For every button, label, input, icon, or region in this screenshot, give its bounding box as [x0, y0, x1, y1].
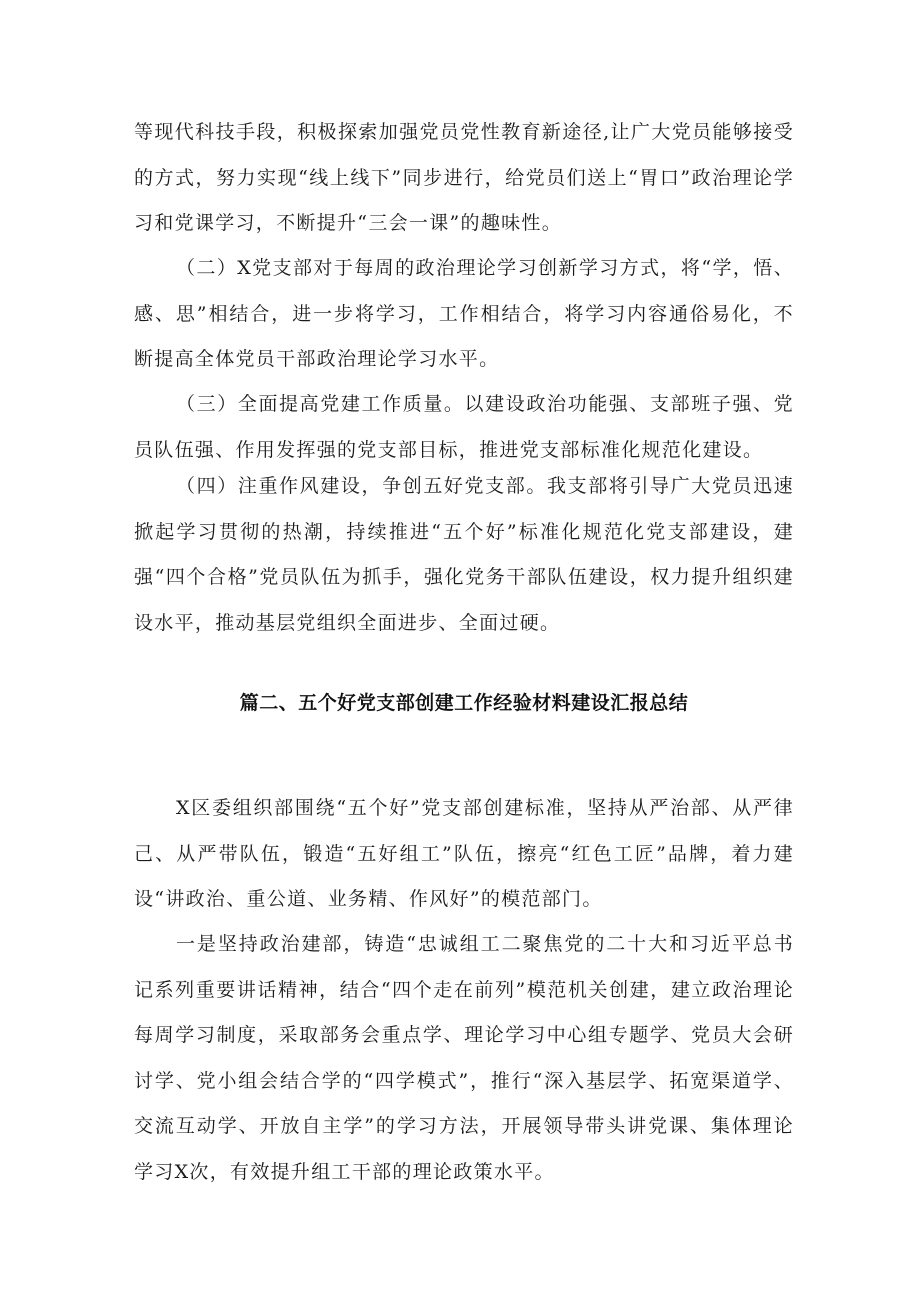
paragraph-item-4: （四）注重作风建设，争创五好党支部。我支部将引导广大党员迅速掀起学习贯彻的热潮，持续推进“五个好”标准化规范化党支部建设，建强“四个合格”党员队伍为抓手，强化党务干部队伍建设，权力提升组织建设水平，推动基层党组织全面进步、全面过硬。 [134, 475, 794, 634]
section-heading: 篇二、五个好党支部创建工作经验材料建设汇报总结 [239, 692, 689, 714]
paragraph-item-2: （二）X党支部对于每周的政治理论学习创新学习方式，将“学，悟、感、思”相结合，进一步将学习，工作相结合，将学习内容通俗易化，不断提高全体党员干部政治理论学习水平。 [134, 257, 794, 370]
paragraph-intro: X区委组织部围绕“五个好”党支部创建标准，坚持从严治部、从严律己、从严带队伍，锻造“五好组工”队伍，擦亮“红色工匠”品牌，着力建设“讲政治、重公道、业务精、作风好”的模范部门。 [134, 797, 794, 910]
paragraph-continuation: 等现代科技手段，积极探索加强党员党性教育新途径,让广大党员能够接受的方式，努力实现“线上线下”同步进行，给党员们送上“胃口”政治理论学习和党课学习，不断提升“三会一课”的趣味性。 [134, 121, 794, 234]
paragraph-item-3: （三）全面提高党建工作质量。以建设政治功能强、支部班子强、党员队伍强、作用发挥强的党支部目标，推进党支部标准化规范化建设。 [134, 393, 794, 461]
paragraph-point-1: 一是坚持政治建部，铸造“忠诚组工二聚焦党的二十大和习近平总书记系列重要讲话精神，结合“四个走在前列”模范机关创建，建立政治理论每周学习制度，采取部务会重点学、理论学习中心组专题学、党员大会研讨学、党小组会结合学的“四学模式”，推行“深入基层学、拓宽渠道学、交流互动学、开放自主学”的学习方法，开展领导带头讲党课、集体理论学习X次，有效提升组工干部的理论政策水平。 [134, 933, 794, 1183]
